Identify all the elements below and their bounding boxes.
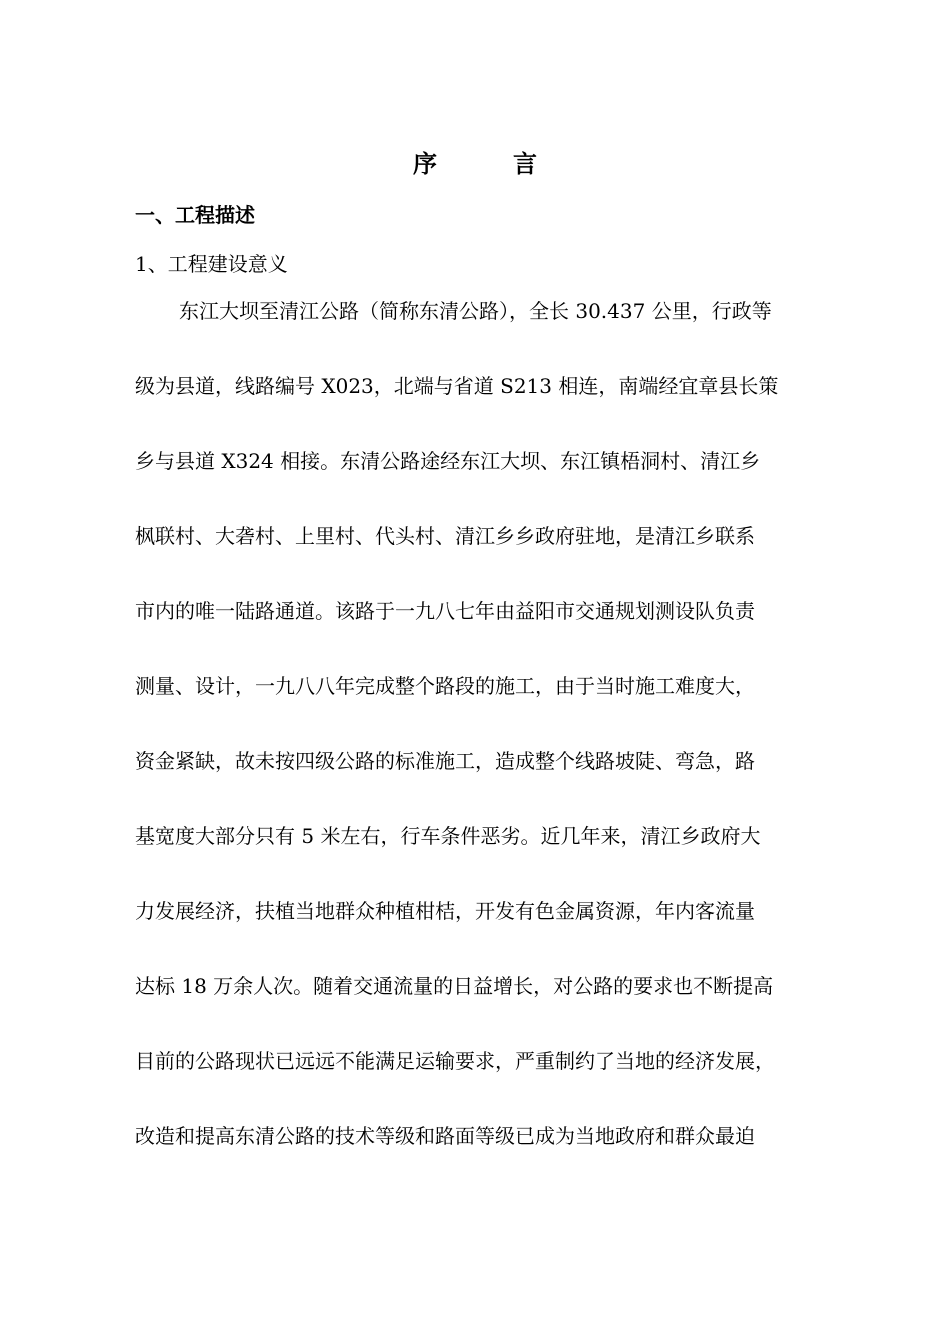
paragraph-line: 市内的唯一陆路通道。该路于一九八七年由益阳市交通规划测设队负责	[135, 599, 755, 623]
paragraph-line: 改造和提高东清公路的技术等级和路面等级已成为当地政府和群众最迫	[135, 1124, 755, 1148]
paragraph-line: 乡与县道 X324 相接。东清公路途经东江大坝、东江镇梧洞村、清江乡	[135, 449, 761, 473]
paragraph-line: 力发展经济，扶植当地群众种植柑桔，开发有色金属资源，年内客流量	[135, 899, 755, 923]
page-title: 序 言	[413, 149, 563, 178]
paragraph-line: 东江大坝至清江公路（简称东清公路），全长 30.437 公里，行政等	[179, 299, 772, 323]
paragraph-line: 基宽度大部分只有 5 米左右，行车条件恶劣。近几年来，清江乡政府大	[135, 824, 761, 848]
paragraph-line: 枫联村、大砻村、上里村、代头村、清江乡乡政府驻地，是清江乡联系	[135, 524, 755, 548]
body-paragraph	[135, 296, 855, 1196]
paragraph-line: 达标 18 万余人次。随着交通流量的日益增长，对公路的要求也不断提高	[135, 974, 774, 998]
paragraph-line: 测量、设计，一九八八年完成整个路段的施工，由于当时施工难度大，	[135, 674, 755, 698]
section-heading: 一、工程描述	[135, 203, 255, 227]
paragraph-line: 级为县道，线路编号 X023，北端与省道 S213 相连，南端经宜章县长策	[135, 374, 779, 398]
paragraph-line: 目前的公路现状已远远不能满足运输要求，严重制约了当地的经济发展，	[135, 1049, 775, 1073]
paragraph-line: 资金紧缺，故未按四级公路的标准施工，造成整个线路坡陡、弯急，路	[135, 749, 755, 773]
subsection-heading: 1、工程建设意义	[135, 252, 288, 276]
